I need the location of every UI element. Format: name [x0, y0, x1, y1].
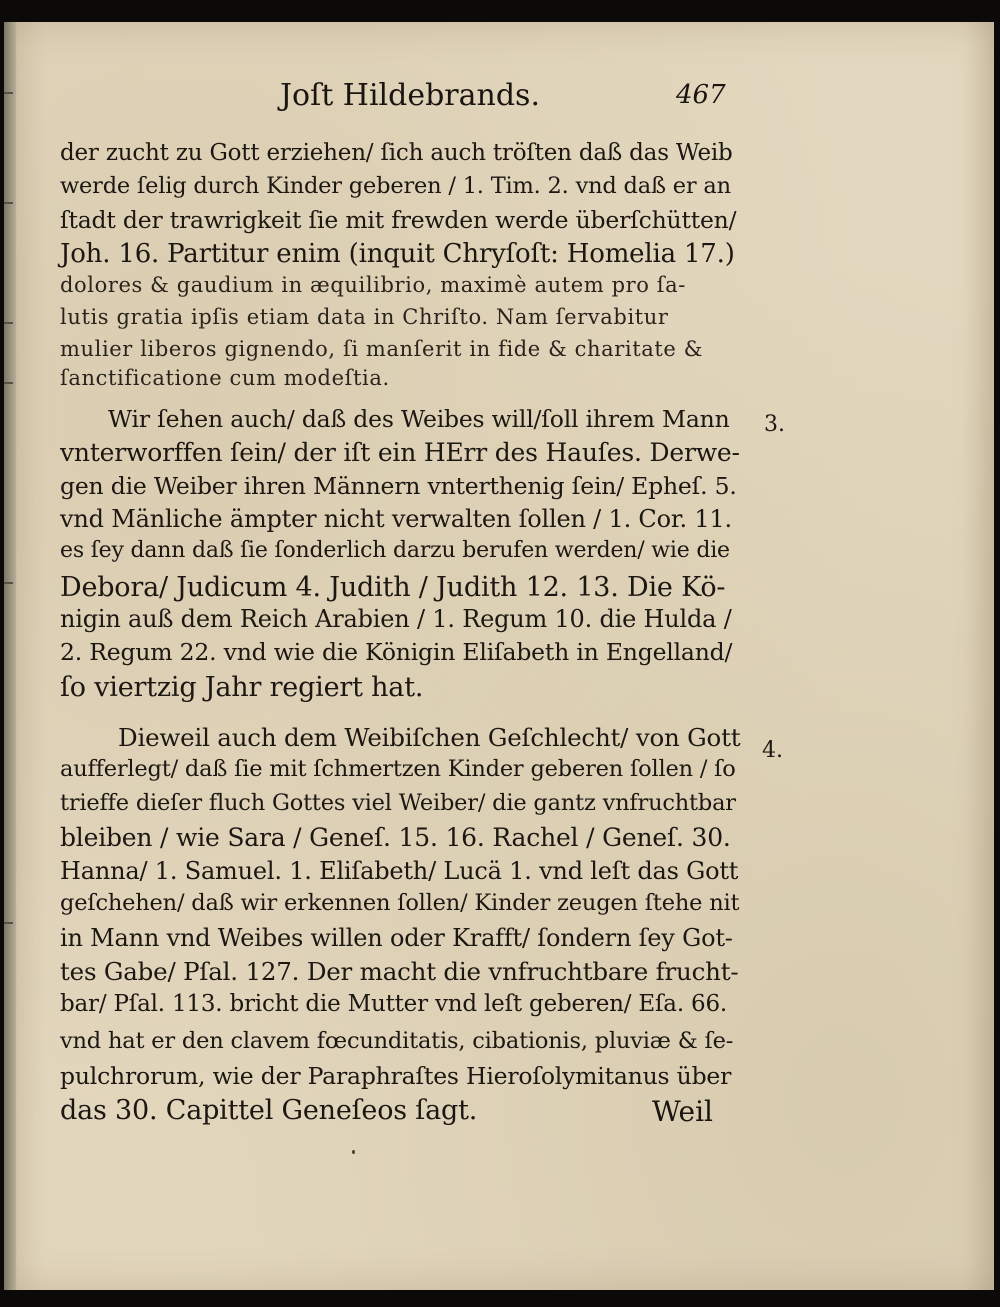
- text-line: vnterworffen ſein/ der iſt ein HErr des Hauſes. Derwe-: [60, 438, 740, 467]
- text-line: ſtadt der trawrigkeit ſie mit frewden werde überſchütten/: [60, 206, 737, 234]
- text-line: Hanna/ 1. Samuel. 1. Eliſabeth/ Lucä 1. vnd leſt das Gott: [60, 857, 739, 885]
- gutter-mark: [4, 92, 13, 94]
- text-line: aufferlegt/ daß ſie mit ſchmertzen Kinder geberen ſollen / ſo: [60, 756, 736, 782]
- text-line: geſchehen/ daß wir erkennen ſollen/ Kinder zeugen ſtehe nit: [60, 890, 740, 916]
- text-line-latin: mulier liberos gignendo, ſi manſerit in fide & charitate &: [60, 337, 704, 361]
- text-line: Debora/ Judicum 4. Judith / Judith 12. 13. Die Kö-: [60, 572, 726, 603]
- page-number: 467: [676, 80, 726, 110]
- gutter-mark: [4, 202, 13, 204]
- text-line: Joh. 16. Partitur enim (inquit Chryſoſt: Homelia 17.): [60, 239, 735, 269]
- catchword: Weil: [652, 1095, 713, 1128]
- margin-note: 3.: [764, 412, 785, 437]
- margin-note: 4.: [762, 738, 783, 763]
- text-line: es ſey dann daß ſie ſonderlich darzu berufen werden/ wie die: [60, 538, 730, 563]
- text-line: der zucht zu Gott erziehen/ ſich auch tröſten daß das Weib: [60, 140, 733, 166]
- text-line: ſo viertzig Jahr regiert hat.: [60, 672, 424, 703]
- text-line: vnd hat er den clavem fœcunditatis, cibationis, pluviæ & ſe-: [60, 1028, 734, 1054]
- text-line: 2. Regum 22. vnd wie die Königin Eliſabeth in Engelland/: [60, 638, 733, 666]
- text-line: pulchrorum, wie der Paraphraſtes Hieroſolymitanus über: [60, 1062, 732, 1090]
- text-line: trieffe dieſer fluch Gottes viel Weiber/ die gantz vnfruchtbar: [60, 790, 736, 816]
- text-line: vnd Mänliche ämpter nicht verwalten ſollen / 1. Cor. 11.: [60, 505, 732, 533]
- paragraph-start-line: Dieweil auch dem Weibiſchen Geſchlecht/ von Gott: [118, 723, 741, 752]
- text-line: tes Gabe/ Pſal. 127. Der macht die vnfruchtbare frucht-: [60, 957, 739, 986]
- running-header: Joſt Hildebrands.: [280, 78, 540, 113]
- gutter-mark: [4, 382, 13, 384]
- text-line-latin: ſanctificatione cum modeſtia.: [60, 366, 390, 390]
- gutter-mark: [4, 582, 13, 584]
- text-line: das 30. Capittel Geneſeos ſagt.: [60, 1095, 478, 1126]
- text-line: gen die Weiber ihren Männern vnterthenig ſein/ Epheſ. 5.: [60, 472, 737, 500]
- text-line: nigin auß dem Reich Arabien / 1. Regum 10. die Hulda /: [60, 605, 732, 633]
- gutter-mark: [4, 322, 13, 324]
- text-line: werde ſelig durch Kinder geberen / 1. Tim. 2. vnd daß er an: [60, 173, 731, 199]
- text-line-latin: dolores & gaudium in æquilibrio, maximè autem pro ſa-: [60, 273, 686, 297]
- text-line: bleiben / wie Sara / Geneſ. 15. 16. Rachel / Geneſ. 30.: [60, 823, 731, 852]
- paragraph-start-line: Wir ſehen auch/ daß des Weibes will/ſoll ihrem Mann: [108, 405, 730, 433]
- ink-speck: [352, 1150, 355, 1154]
- text-line-latin: lutis gratia ipſis etiam data in Chriſto. Nam ſervabitur: [60, 305, 669, 329]
- gutter-mark: [4, 922, 13, 924]
- text-line: in Mann vnd Weibes willen oder Krafft/ ſondern ſey Got-: [60, 924, 733, 952]
- text-line: bar/ Pſal. 113. bricht die Mutter vnd leſt geberen/ Eſa. 66.: [60, 991, 728, 1017]
- page-gutter: [4, 22, 16, 1290]
